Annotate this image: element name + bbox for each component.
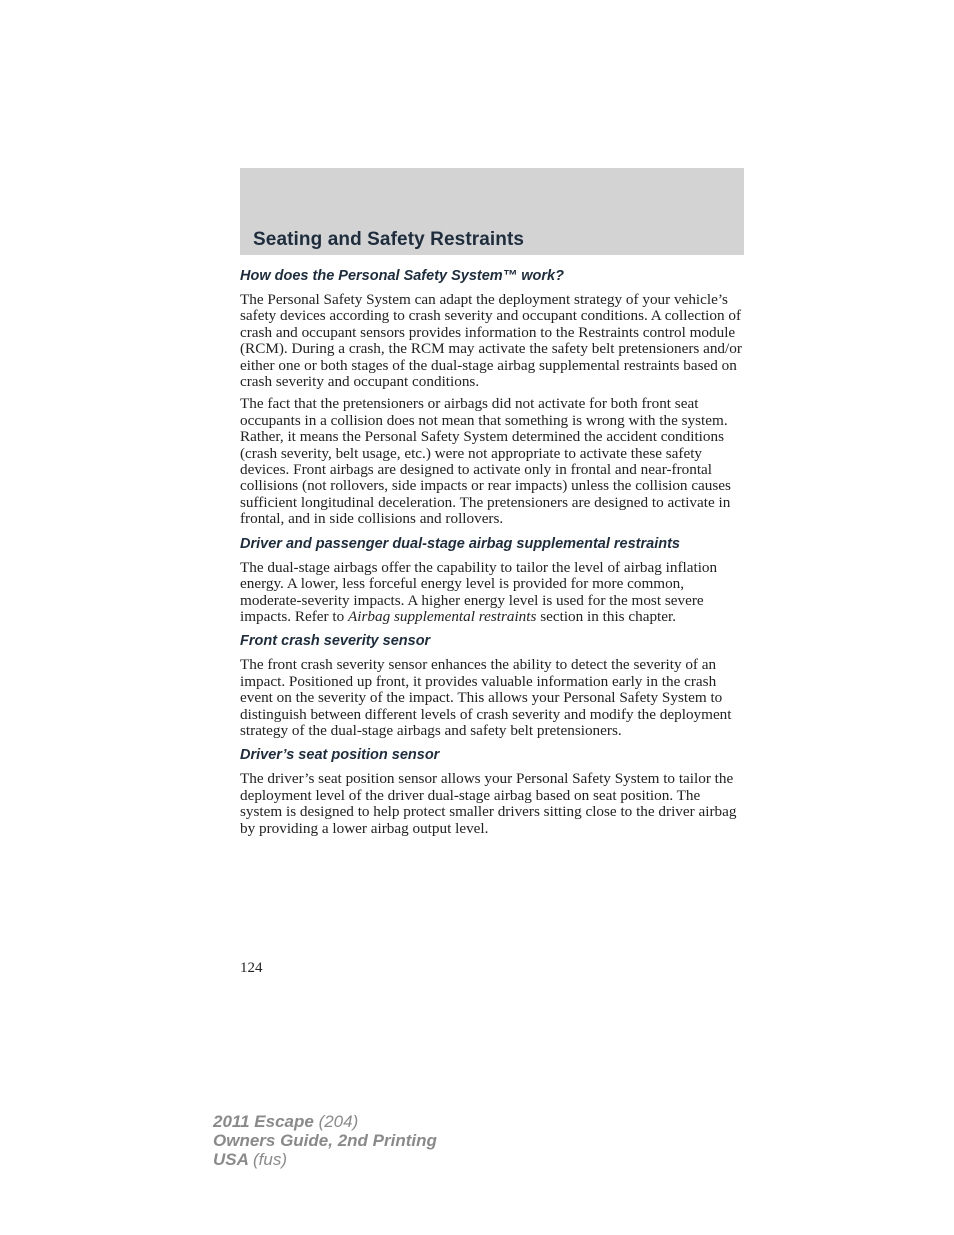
footer-line (213, 1150, 437, 1169)
paragraph (240, 560, 746, 626)
paragraph: The driver’s seat position sensor allows your Personal Safety System to tailor the deployment level of the driver dual-stage airbag based on seat position. The system is designed to help protect smaller drivers sitting close to the driver airbag by providing a lower airbag output level. (240, 770, 737, 837)
footer-line (213, 1112, 437, 1131)
footer-market-code: (fus) (253, 1150, 287, 1169)
footer-market: USA (213, 1150, 249, 1169)
footer-guide: Owners Guide, 2nd Printing (213, 1131, 437, 1150)
document-footer (213, 1112, 437, 1169)
footer-model-code: (204) (318, 1112, 359, 1131)
paragraph-text: section in this chapter. (540, 607, 677, 625)
section-heading-dual-stage-airbags: Driver and passenger dual-stage airbag supplemental restraints (240, 535, 680, 552)
section-heading-personal-safety-system: How does the Personal Safety System™ work? (240, 268, 564, 284)
paragraph: The fact that the pretensioners or airbags did not activate for both front seat occupants in a collision does not mean that something is wrong with the system. Rather, it means the Personal Safety System determined the accident conditions (crash severity, belt usage, etc.) were not appropriate to activate these safety devices. Front airbags are designed to activate only in frontal and near-frontal collisions (not rollovers, side impacts or rear impacts) unless the collision causes sufficient longitudinal deceleration. The pretensioners are designed to activate in frontal, and in side collisions and rollovers. (240, 395, 731, 528)
paragraph: The front crash severity sensor enhances the ability to detect the severity of an impact. Positioned up front, it provides valuable information early in the crash event on the severity of the impact. This allows your Personal Safety System to distinguish between different levels of crash severity and modify the deployment strategy of the dual-stage airbags and safety belt pretensioners. (240, 656, 732, 739)
footer-model: 2011 Escape (213, 1112, 314, 1131)
page-body (240, 266, 746, 843)
section-heading-front-crash-sensor: Front crash severity sensor (240, 633, 431, 650)
cross-reference: Airbag supplemental restraints (347, 607, 537, 625)
paragraph: The Personal Safety System can adapt the deployment strategy of your vehicle’s safety devices according to crash severity and occupant conditions. A collection of crash and occupant sensors provides information to the Restraints control module (RCM). During a crash, the RCM may activate the safety belt pretensioners and/or either one or both stages of the dual-stage airbag supplemental restraints based on crash severity and occupant conditions. (240, 291, 742, 391)
footer-line (213, 1131, 437, 1150)
page-number: 124 (240, 960, 263, 976)
section-title: Seating and Safety Restraints (253, 229, 525, 250)
section-header-band (240, 168, 744, 255)
paragraph-text: The dual-stage airbags offer the capability to tailor the level of airbag inflation energy. A lower, less forceful energy level is provided for more common, moderate-severity impacts. A higher energy level is used for the most severe impacts. Refer to (240, 558, 718, 625)
section-heading-seat-position-sensor: Driver’s seat position sensor (240, 747, 440, 764)
